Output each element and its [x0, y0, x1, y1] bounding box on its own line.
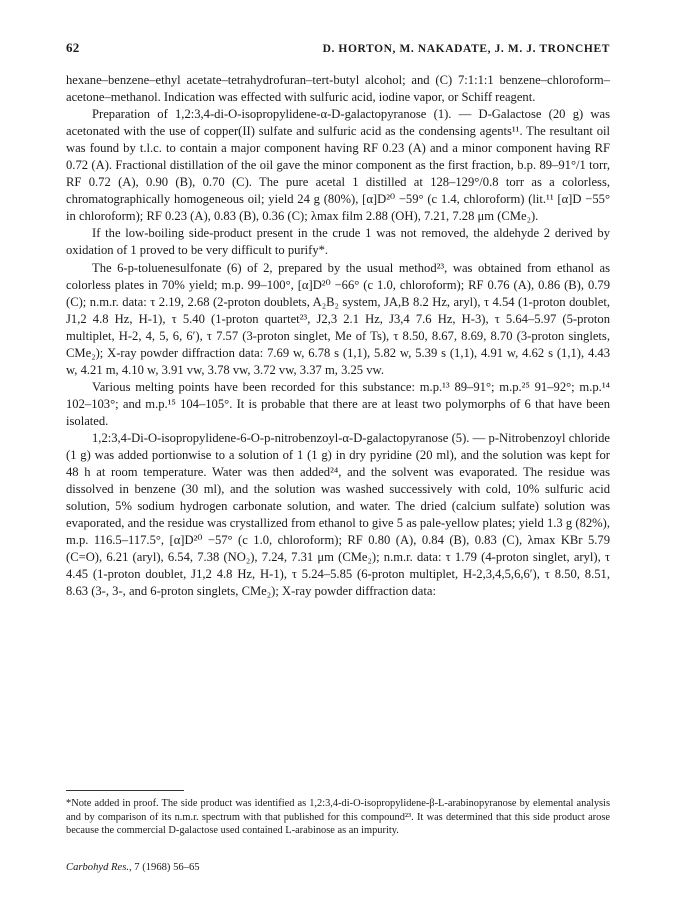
- journal-citation: [66, 862, 200, 873]
- paragraph-preparation-1: Preparation of 1,2:3,4-di-O-isopropylidene-α-D-galactopyranose (1). — D-Galactose (20 g) was acetonated with the use of copper(II) sulfate and sulfuric acid as the condensing agents¹¹. The resultant oil was found by t.l.c. to contain a major component having RF 0.23 (A) and a minor component having RF 0.72 (A). Fractional distillation of the oil gave the minor component as the first fraction, b.p. 89–91°/1 torr, RF 0.72 (A), 0.90 (B), 0.70 (C). The pure acetal 1 distilled at 128–129°/0.8 torr as a colorless, chromatographically homogeneous oil; yield 24 g (80%), [α]D²⁰ −59° (c 1.4, chloroform) (lit.¹¹ [α]D −55° in chloroform); RF 0.23 (A), 0.83 (B), 0.36 (C); λmax film 2.88 (OH), 7.21, 7.28 μm (CMe₂).: [66, 107, 610, 224]
- paragraph-side-product: If the low-boiling side-product present in the crude 1 was not removed, the aldehyde 2 derived by oxidation of 1 proved to be very difficult to purify*.: [66, 226, 610, 258]
- page-number: 62: [66, 40, 80, 55]
- footnote: *Note added in proof. The side product was identified as 1,2:3,4-di-O-isopropylidene-β-L-arabinopyranose by elemental analysis and by comparison of its n.m.r. spectrum with that published for this compound²³. It was determined that this side product arose because the commercial D-galactose used contained L-arabinose as an impurity.: [66, 798, 610, 837]
- journal-name: Carbohyd Res.,: [66, 862, 132, 873]
- journal-volume: 7 (1968) 56–65: [131, 862, 200, 873]
- paragraph-nitrobenzoyl: 1,2:3,4-Di-O-isopropylidene-6-O-p-nitrobenzoyl-α-D-galactopyranose (5). — p-Nitrobenzoyl chloride (1 g) was added portionwise to a solution of 1 (1 g) in dry pyridine (20 ml), and the solution was kept for 48 h at room temperature. Water was then added²⁴, and the solvent was evaporated. The residue was dissolved in benzene (30 ml), and the solution was washed successively with cold, 10% sulfuric acid solution, 5% sodium hydrogen carbonate solution, and water. The dried (calcium sulfate) solution was evaporated, and the residue was crystallized from ethanol to give 5 as pale-yellow plates; yield 1.3 g (82%), m.p. 116.5–117.5°, [α]D²⁰ −57° (c 1.0, chloroform); RF 0.80 (A), 0.84 (B), 0.83 (C), λmax KBr 5.79 (C=O), 6.21 (aryl), 6.54, 7.38 (NO₂), 7.24, 7.31 μm (CMe₂); n.m.r. data: τ 1.79 (4-proton singlet, aryl), τ 4.45 (1-proton doublet, J1,2 4.8 Hz, H-1), τ 5.24–5.85 (6-proton multiplet, H-2,3,4,5,6,6′), τ 8.50, 8.51, 8.63 (3-, 3-, and 6-proton singlets, CMe₂); X-ray powder diffraction data:: [66, 430, 610, 599]
- footnote-divider: [66, 790, 184, 791]
- paragraph-toluenesulfonate: The 6-p-toluenesulfonate (6) of 2, prepared by the usual method²³, was obtained from ethanol as colorless plates in 70% yield; m.p. 99–100°, [α]D²⁰ −66° (c 1.0, chloroform); RF 0.76 (A), 0.86 (B), 0.79 (C); n.m.r. data: τ 2.19, 2.68 (2-proton doublets, A₂B₂ system, JA,B 8.2 Hz, aryl), τ 4.54 (1-proton doublet, J1,2 4.8 Hz, H-1), τ 5.40 (1-proton quartet²³, J2,3 2.1 Hz, J3,4 7.6 Hz, H-3), τ 5.64–5.97 (5-proton multiplet, H-2, 4, 5, 6, 6′), τ 7.57 (3-proton singlet, Me of Ts), τ 8.50, 8.67, 8.69, 8.70 (3-proton singlets, CMe₂); X-ray powder diffraction data: 7.69 w, 6.78 s (1,1), 5.82 w, 5.39 s (1,1), 4.91 w, 4.62 s (1,1), 4.43 w, 4.21 m, 4.10 w, 3.91 vw, 3.78 vw, 3.72 vw, 3.37 m, 3.25 vw.: [66, 260, 610, 377]
- running-authors: D. HORTON, M. NAKADATE, J. M. J. TRONCHET: [322, 43, 610, 55]
- main-text: [66, 72, 610, 600]
- running-header: [66, 40, 610, 56]
- paragraph-continued: hexane–benzene–ethyl acetate–tetrahydrofuran–tert-butyl alcohol; and (C) 7:1:1:1 benzene–chloroform–acetone–methanol. Indication was effected with sulfuric acid, iodine vapor, or Schiff reagent.: [66, 73, 610, 105]
- paragraph-melting-points: Various melting points have been recorded for this substance: m.p.¹³ 89–91°; m.p.²⁵ 91–92°; m.p.¹⁴ 102–103°; and m.p.¹⁵ 104–105°. It is probable that there are at least two polymorphs of 6 that have been isolated.: [66, 379, 610, 428]
